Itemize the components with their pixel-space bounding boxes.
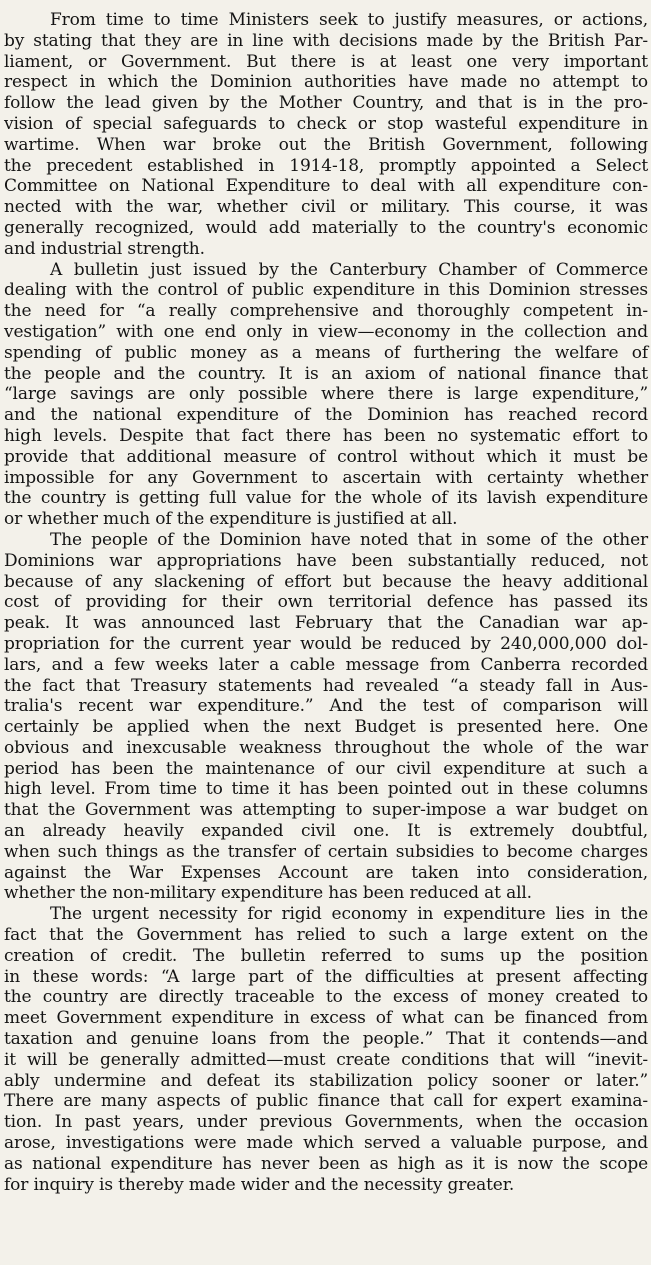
paragraph-line: and the national expenditure of the Dominion has reached record <box>4 405 648 426</box>
paragraph-line: the precedent established in 1914-18, promptly appointed a Select <box>4 155 648 176</box>
paragraph-line: From time to time Ministers seek to justify measures, or actions, <box>50 10 648 30</box>
paragraph-line: cost of providing for their own territorial defence has passed its <box>4 592 648 613</box>
paragraph-line: propriation for the current year would be reduced by 240,000,000 dol- <box>4 633 648 654</box>
paragraph-line: Committee on National Expenditure to deal with all expenditure con- <box>4 176 648 197</box>
paragraph-line: meet Government expenditure in excess of what can be financed from <box>4 1008 648 1029</box>
paragraph-line: provide that additional measure of control without which it must be <box>4 446 648 467</box>
paragraph-line: The urgent necessity for rigid economy in expenditure lies in the <box>50 904 648 925</box>
paragraph-line: Dominions war appropriations have been substantially reduced, not <box>4 550 648 571</box>
paragraph-line: respect in which the Dominion authorities have made no attempt to <box>4 72 648 93</box>
paragraph-line: when such things as the transfer of certain subsidies to become charges <box>4 841 648 862</box>
article-paragraph <box>4 260 648 530</box>
paragraph-line: the country is getting full value for the whole of its lavish expenditure <box>4 488 648 509</box>
paragraph-line: creation of credit. The bulletin referred to sums up the position <box>4 945 648 966</box>
paragraph-line: in these words: “A large part of the difficulties at present affecting <box>4 966 648 987</box>
article-column <box>4 10 648 1195</box>
paragraph-line: taxation and genuine loans from the people.” That it contends—and <box>4 1029 648 1050</box>
paragraph-line: the fact that Treasury statements had revealed “a steady fall in Aus- <box>4 675 648 696</box>
paragraph-line: peak. It was announced last February that the Canadian war ap- <box>4 613 648 634</box>
paragraph-line: and industrial strength. <box>4 238 205 259</box>
paragraph-line: dealing with the control of public expenditure in this Dominion stresses <box>4 280 648 301</box>
paragraph-line: lars, and a few weeks later a cable message from Canberra recorded <box>4 654 648 675</box>
paragraph-line: because of any slackening of effort but because the heavy additional <box>4 571 648 592</box>
paragraph-line: The people of the Dominion have noted that in some of the other <box>50 529 648 550</box>
paragraph-line: nected with the war, whether civil or military. This course, it was <box>4 197 648 218</box>
paragraph-line: as national expenditure has never been as high as it is now the scope <box>4 1153 648 1174</box>
paragraph-line: ably undermine and defeat its stabilization policy sooner or later.” <box>4 1070 648 1091</box>
article-paragraph <box>4 904 648 1195</box>
paragraph-line: or whether much of the expenditure is justified at all. <box>4 509 458 530</box>
paragraph-line: arose, investigations were made which served a valuable purpose, and <box>4 1133 648 1154</box>
paragraph-line: impossible for any Government to ascertain with certainty whether <box>4 467 648 488</box>
paragraph-line: against the War Expenses Account are taken into consideration, <box>4 862 648 883</box>
paragraph-line: tion. In past years, under previous Governments, when the occasion <box>4 1112 648 1133</box>
paragraph-line: liament, or Government. But there is at least one very important <box>4 51 648 72</box>
paragraph-line: high level. From time to time it has been pointed out in these columns <box>4 779 648 800</box>
paragraph-line: for inquiry is thereby made wider and the necessity greater. <box>4 1174 515 1195</box>
paragraph-line: wartime. When war broke out the British Government, following <box>4 134 648 155</box>
paragraph-line: the need for “a really comprehensive and thoroughly competent in- <box>4 301 648 322</box>
paragraph-line: obvious and inexcusable weakness throughout the whole of the war <box>4 737 648 758</box>
paragraph-line: the people and the country. It is an axiom of national finance that <box>4 363 648 384</box>
paragraph-line: spending of public money as a means of furthering the welfare of <box>4 342 648 363</box>
paragraph-line: generally recognized, would add materially to the country's economic <box>4 217 648 238</box>
paragraph-line: that the Government was attempting to super-impose a war budget on <box>4 800 648 821</box>
paragraph-line: an already heavily expanded civil one. It is extremely doubtful, <box>4 821 648 842</box>
paragraph-line: by stating that they are in line with decisions made by the British Par- <box>4 30 648 51</box>
paragraph-line: follow the lead given by the Mother Country, and that is in the pro- <box>4 93 648 114</box>
paragraph-line: period has been the maintenance of our civil expenditure at such a <box>4 758 648 779</box>
paragraph-line: fact that the Government has relied to such a large extent on the <box>4 925 648 946</box>
paragraph-line: the country are directly traceable to the excess of money created to <box>4 987 648 1008</box>
paragraph-line: vestigation” with one end only in view—economy in the collection and <box>4 321 648 342</box>
article-paragraph <box>4 10 648 260</box>
paragraph-line: tralia's recent war expenditure.” And the test of comparison will <box>4 696 648 717</box>
paragraph-line: it will be generally admitted—must create conditions that will “inevit- <box>4 1049 648 1070</box>
article-paragraph <box>4 530 648 904</box>
paragraph-line: certainly be applied when the next Budget is presented here. One <box>4 717 648 738</box>
paragraph-line: A bulletin just issued by the Canterbury Chamber of Commerce <box>50 259 648 280</box>
paragraph-line: “large savings are only possible where there is large expenditure,” <box>4 384 648 405</box>
paragraph-line: high levels. Despite that fact there has been no systematic effort to <box>4 425 648 446</box>
paragraph-line: There are many aspects of public finance that call for expert examina- <box>4 1091 648 1112</box>
paragraph-line: vision of special safeguards to check or stop wasteful expenditure in <box>4 113 648 134</box>
paragraph-line: whether the non-military expenditure has been reduced at all. <box>4 883 532 904</box>
